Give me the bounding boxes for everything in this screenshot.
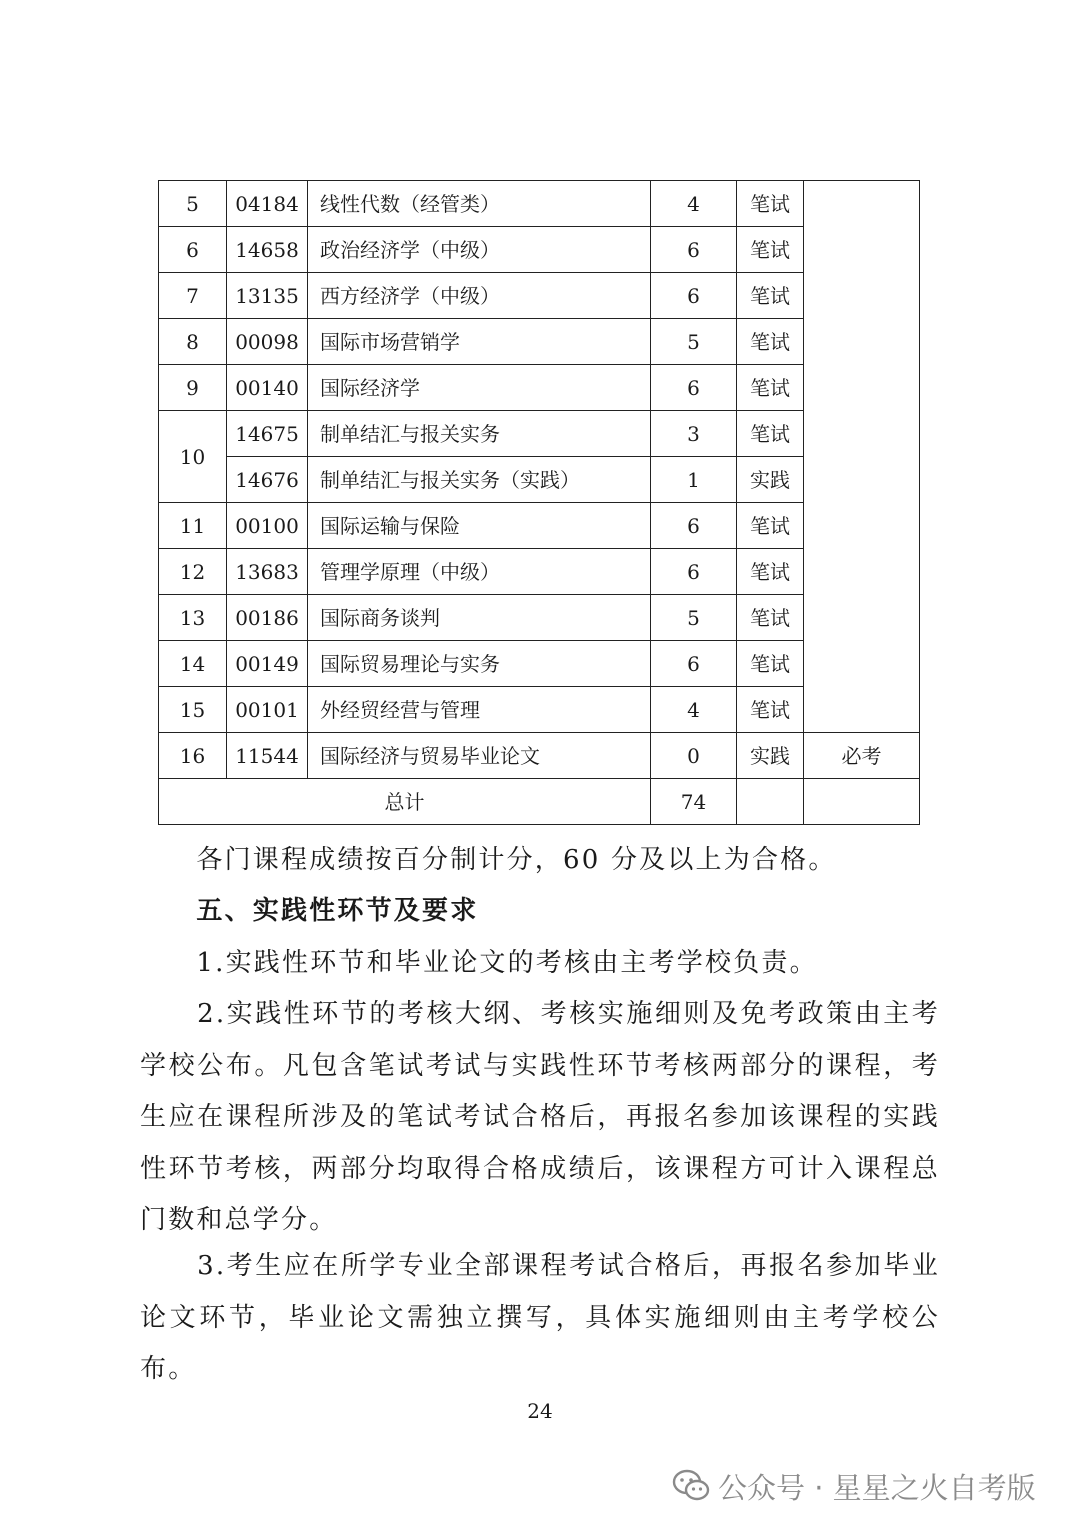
cell-code: 00186 xyxy=(227,595,308,641)
cell-no: 10 xyxy=(159,411,227,503)
cell-name: 国际经济与贸易毕业论文 xyxy=(308,733,651,779)
cell-name: 外经贸经营与管理 xyxy=(308,687,651,733)
total-credit: 74 xyxy=(651,779,737,825)
cell-type: 笔试 xyxy=(737,595,804,641)
cell-name: 国际商务谈判 xyxy=(308,595,651,641)
cell-code: 00140 xyxy=(227,365,308,411)
cell-no: 11 xyxy=(159,503,227,549)
cell-no: 14 xyxy=(159,641,227,687)
cell-name: 西方经济学（中级） xyxy=(308,273,651,319)
cell-note-empty xyxy=(804,181,920,733)
page-number: 24 xyxy=(527,1399,553,1423)
cell-type: 实践 xyxy=(737,457,804,503)
cell-no: 16 xyxy=(159,733,227,779)
cell-code: 04184 xyxy=(227,181,308,227)
cell-credit: 6 xyxy=(651,365,737,411)
total-type-empty xyxy=(737,779,804,825)
cell-code: 13683 xyxy=(227,549,308,595)
cell-credit: 6 xyxy=(651,549,737,595)
cell-code: 00100 xyxy=(227,503,308,549)
requirement-item-2: 2.实践性环节的考核大纲、考核实施细则及免考政策由主考学校公布。凡包含笔试考试与实践性环节考核两部分的课程，考生应在课程所涉及的笔试考试合格后，再报名参加该课程的实践性环节考核，两部分均取得合格成绩后，该课程方可计入课程总门数和总学分。 xyxy=(140,999,940,1235)
cell-name: 管理学原理（中级） xyxy=(308,549,651,595)
cell-type: 笔试 xyxy=(737,227,804,273)
cell-no: 6 xyxy=(159,227,227,273)
cell-name: 国际市场营销学 xyxy=(308,319,651,365)
cell-code: 14676 xyxy=(227,457,308,503)
cell-code: 13135 xyxy=(227,273,308,319)
cell-type: 实践 xyxy=(737,733,804,779)
cell-credit: 0 xyxy=(651,733,737,779)
cell-credit: 6 xyxy=(651,503,737,549)
cell-name: 政治经济学（中级） xyxy=(308,227,651,273)
cell-no: 8 xyxy=(159,319,227,365)
cell-no: 12 xyxy=(159,549,227,595)
cell-no: 13 xyxy=(159,595,227,641)
cell-code: 00098 xyxy=(227,319,308,365)
cell-name: 国际经济学 xyxy=(308,365,651,411)
total-note-empty xyxy=(804,779,920,825)
cell-name: 线性代数（经管类） xyxy=(308,181,651,227)
cell-code: 11544 xyxy=(227,733,308,779)
cell-type: 笔试 xyxy=(737,503,804,549)
cell-type: 笔试 xyxy=(737,273,804,319)
cell-credit: 3 xyxy=(651,411,737,457)
cell-code: 00101 xyxy=(227,687,308,733)
cell-name: 国际运输与保险 xyxy=(308,503,651,549)
cell-type: 笔试 xyxy=(737,687,804,733)
cell-no: 5 xyxy=(159,181,227,227)
cell-name: 制单结汇与报关实务（实践） xyxy=(308,457,651,503)
total-label: 总计 xyxy=(159,779,651,825)
table-row xyxy=(159,181,920,227)
watermark-text: 公众号 · 星星之火自考版 xyxy=(718,1470,1036,1505)
cell-no: 9 xyxy=(159,365,227,411)
watermark xyxy=(672,1466,1036,1506)
requirement-item-3: 3.考生应在所学专业全部课程考试合格后，再报名参加毕业论文环节，毕业论文需独立撰写，具体实施细则由主考学校公布。 xyxy=(140,1251,940,1384)
cell-code: 14658 xyxy=(227,227,308,273)
cell-no: 15 xyxy=(159,687,227,733)
cell-note: 必考 xyxy=(804,733,920,779)
cell-type: 笔试 xyxy=(737,181,804,227)
cell-name: 国际贸易理论与实务 xyxy=(308,641,651,687)
cell-code: 00149 xyxy=(227,641,308,687)
section-heading: 五、实践性环节及要求 xyxy=(140,896,479,926)
cell-credit: 6 xyxy=(651,273,737,319)
requirement-item-1: 1.实践性环节和毕业论文的考核由主考学校负责。 xyxy=(140,948,818,978)
cell-credit: 6 xyxy=(651,641,737,687)
cell-credit: 6 xyxy=(651,227,737,273)
cell-no: 7 xyxy=(159,273,227,319)
cell-credit: 1 xyxy=(651,457,737,503)
grading-paragraph: 各门课程成绩按百分制计分，60 分及以上为合格。 xyxy=(140,845,837,875)
cell-credit: 4 xyxy=(651,181,737,227)
cell-type: 笔试 xyxy=(737,641,804,687)
cell-type: 笔试 xyxy=(737,365,804,411)
wechat-icon xyxy=(672,1469,710,1503)
table-row xyxy=(159,733,920,779)
cell-code: 14675 xyxy=(227,411,308,457)
table-total-row xyxy=(159,779,920,825)
cell-credit: 5 xyxy=(651,595,737,641)
cell-type: 笔试 xyxy=(737,411,804,457)
course-table xyxy=(158,180,920,825)
cell-type: 笔试 xyxy=(737,549,804,595)
cell-credit: 4 xyxy=(651,687,737,733)
cell-type: 笔试 xyxy=(737,319,804,365)
cell-name: 制单结汇与报关实务 xyxy=(308,411,651,457)
cell-credit: 5 xyxy=(651,319,737,365)
